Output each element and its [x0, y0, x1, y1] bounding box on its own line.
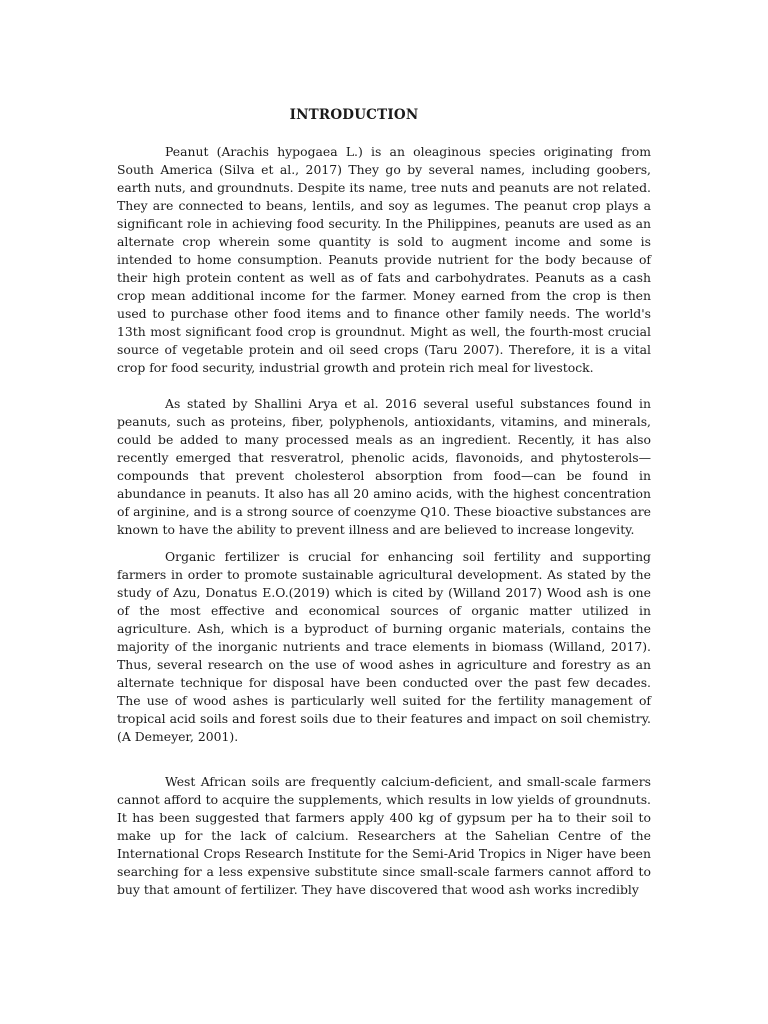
paragraph-peanut-nutrients: As stated by Shallini Arya et al. 2016 several useful substances found in peanuts, such as proteins, fiber, polyphenols, antioxidants, vitamins, and minerals, could be added to many processed meals as an ingredient. Recently, it has also recently emerged that resveratrol, phenolic acids, flavonoids, and phytosterols—compounds that prevent cholesterol absorption from food—can be found in abundance in peanuts. It also has all 20 amino acids, with the highest concentration of arginine, and is a strong source of coenzyme Q10. These bioactive substances are known to have the ability to prevent illness and are believed to increase longevity. — [117, 396, 651, 537]
section-heading: INTRODUCTION — [289, 107, 419, 123]
paragraph-peanut-overview: Peanut (Arachis hypogaea L.) is an oleaginous species originating from South America (Silva et al., 2017) They go by several names, including goobers, earth nuts, and groundnuts. Despite its name, tree nuts and peanuts are not related. They are connected to beans, lentils, and soy as legumes. The peanut crop plays a significant role in achieving food security. In the Philippines, peanuts are used as an alternate crop wherein some quantity is sold to augment income and some is intended to home consumption. Peanuts provide nutrient for the body because of their high protein content as well as of fats and carbohydrates. Peanuts as a cash crop mean additional income for the farmer. Money earned from the crop is then used to purchase other food items and to finance other family needs. The world's 13th most significant food crop is groundnut. Might as well, the fourth-most crucial source of vegetable protein and oil seed crops (Taru 2007). Therefore, it is a vital crop for food security, industrial growth and protein rich meal for livestock. — [117, 144, 651, 375]
paragraph-west-african-soils: West African soils are frequently calcium-deficient, and small-scale farmers cannot afford to acquire the supplements, which results in low yields of groundnuts. It has been suggested that farmers apply 400 kg of gypsum per ha to their soil to make up for the lack of calcium. Researchers at the Sahelian Centre of the International Crops Research Institute for the Semi-Arid Tropics in Niger have been searching for a less expensive substitute since small-scale farmers cannot afford to buy that amount of fertilizer. They have discovered that wood ash works incredibly — [117, 774, 651, 897]
paragraph-organic-fertilizer: Organic fertilizer is crucial for enhancing soil fertility and supporting farmers in order to promote sustainable agricultural development. As stated by the study of Azu, Donatus E.O.(2019) which is cited by (Willand 2017) Wood ash is one of the most effective and economical sources of organic matter utilized in agriculture. Ash, which is a byproduct of burning organic materials, contains the majority of the inorganic nutrients and trace elements in biomass (Willand, 2017). Thus, several research on the use of wood ashes in agriculture and forestry as an alternate technique for disposal have been conducted over the past few decades. The use of wood ashes is particularly well suited for the fertility management of tropical acid soils and forest soils due to their features and impact on soil chemistry. (A Demeyer, 2001). — [117, 549, 651, 744]
